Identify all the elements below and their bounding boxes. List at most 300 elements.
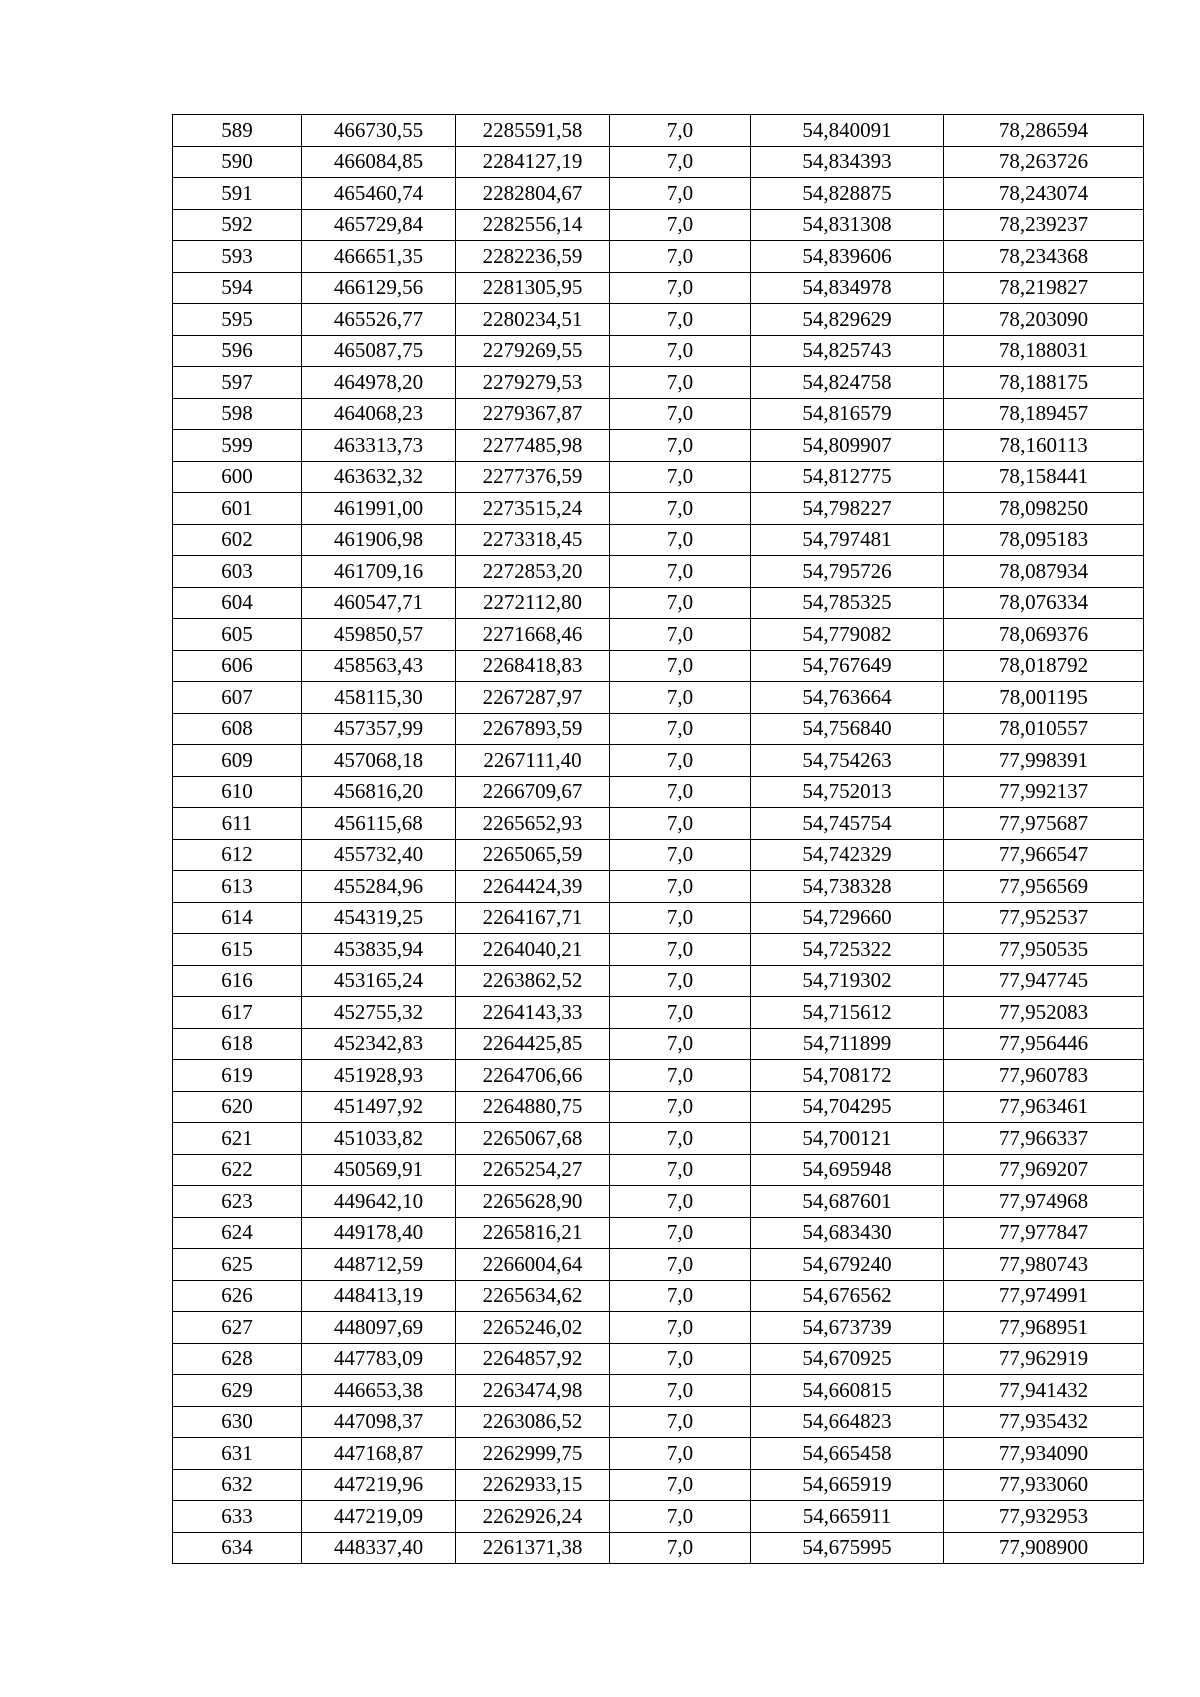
latitude-cell: 54,708172 bbox=[751, 1060, 944, 1092]
longitude-cell: 78,189457 bbox=[944, 398, 1144, 430]
y-coordinate-cell: 2266004,64 bbox=[456, 1249, 610, 1281]
point-number-cell: 608 bbox=[173, 713, 302, 745]
latitude-cell: 54,779082 bbox=[751, 619, 944, 651]
table-row bbox=[173, 430, 1144, 462]
longitude-cell: 77,968951 bbox=[944, 1312, 1144, 1344]
latitude-cell: 54,756840 bbox=[751, 713, 944, 745]
table-row bbox=[173, 1123, 1144, 1155]
longitude-cell: 77,992137 bbox=[944, 776, 1144, 808]
point-number-cell: 618 bbox=[173, 1028, 302, 1060]
point-number-cell: 609 bbox=[173, 745, 302, 777]
longitude-cell: 78,095183 bbox=[944, 524, 1144, 556]
table-row bbox=[173, 965, 1144, 997]
y-coordinate-cell: 2265246,02 bbox=[456, 1312, 610, 1344]
x-coordinate-cell: 448413,19 bbox=[302, 1280, 456, 1312]
longitude-cell: 77,969207 bbox=[944, 1154, 1144, 1186]
latitude-cell: 54,695948 bbox=[751, 1154, 944, 1186]
point-number-cell: 631 bbox=[173, 1438, 302, 1470]
latitude-cell: 54,683430 bbox=[751, 1217, 944, 1249]
value-cell: 7,0 bbox=[610, 745, 751, 777]
value-cell: 7,0 bbox=[610, 367, 751, 399]
longitude-cell: 78,203090 bbox=[944, 304, 1144, 336]
latitude-cell: 54,665911 bbox=[751, 1501, 944, 1533]
x-coordinate-cell: 466129,56 bbox=[302, 272, 456, 304]
longitude-cell: 78,263726 bbox=[944, 146, 1144, 178]
point-number-cell: 606 bbox=[173, 650, 302, 682]
latitude-cell: 54,738328 bbox=[751, 871, 944, 903]
value-cell: 7,0 bbox=[610, 1343, 751, 1375]
table-row bbox=[173, 304, 1144, 336]
point-number-cell: 629 bbox=[173, 1375, 302, 1407]
x-coordinate-cell: 458115,30 bbox=[302, 682, 456, 714]
y-coordinate-cell: 2264424,39 bbox=[456, 871, 610, 903]
x-coordinate-cell: 457068,18 bbox=[302, 745, 456, 777]
y-coordinate-cell: 2265254,27 bbox=[456, 1154, 610, 1186]
x-coordinate-cell: 458563,43 bbox=[302, 650, 456, 682]
latitude-cell: 54,715612 bbox=[751, 997, 944, 1029]
value-cell: 7,0 bbox=[610, 682, 751, 714]
longitude-cell: 78,076334 bbox=[944, 587, 1144, 619]
value-cell: 7,0 bbox=[610, 934, 751, 966]
table-row bbox=[173, 1438, 1144, 1470]
point-number-cell: 633 bbox=[173, 1501, 302, 1533]
y-coordinate-cell: 2282556,14 bbox=[456, 209, 610, 241]
latitude-cell: 54,798227 bbox=[751, 493, 944, 525]
table-row bbox=[173, 524, 1144, 556]
x-coordinate-cell: 461709,16 bbox=[302, 556, 456, 588]
point-number-cell: 617 bbox=[173, 997, 302, 1029]
x-coordinate-cell: 455284,96 bbox=[302, 871, 456, 903]
latitude-cell: 54,839606 bbox=[751, 241, 944, 273]
value-cell: 7,0 bbox=[610, 1406, 751, 1438]
y-coordinate-cell: 2263862,52 bbox=[456, 965, 610, 997]
latitude-cell: 54,767649 bbox=[751, 650, 944, 682]
value-cell: 7,0 bbox=[610, 335, 751, 367]
table-row bbox=[173, 1280, 1144, 1312]
point-number-cell: 613 bbox=[173, 871, 302, 903]
value-cell: 7,0 bbox=[610, 1249, 751, 1281]
longitude-cell: 77,952537 bbox=[944, 902, 1144, 934]
point-number-cell: 628 bbox=[173, 1343, 302, 1375]
x-coordinate-cell: 466084,85 bbox=[302, 146, 456, 178]
value-cell: 7,0 bbox=[610, 1154, 751, 1186]
point-number-cell: 592 bbox=[173, 209, 302, 241]
longitude-cell: 77,956446 bbox=[944, 1028, 1144, 1060]
x-coordinate-cell: 465087,75 bbox=[302, 335, 456, 367]
longitude-cell: 78,188175 bbox=[944, 367, 1144, 399]
latitude-cell: 54,840091 bbox=[751, 115, 944, 147]
y-coordinate-cell: 2280234,51 bbox=[456, 304, 610, 336]
longitude-cell: 77,934090 bbox=[944, 1438, 1144, 1470]
longitude-cell: 77,932953 bbox=[944, 1501, 1144, 1533]
table-row bbox=[173, 713, 1144, 745]
longitude-cell: 78,219827 bbox=[944, 272, 1144, 304]
point-number-cell: 627 bbox=[173, 1312, 302, 1344]
point-number-cell: 611 bbox=[173, 808, 302, 840]
y-coordinate-cell: 2264880,75 bbox=[456, 1091, 610, 1123]
point-number-cell: 634 bbox=[173, 1532, 302, 1564]
latitude-cell: 54,675995 bbox=[751, 1532, 944, 1564]
value-cell: 7,0 bbox=[610, 209, 751, 241]
table-row bbox=[173, 1060, 1144, 1092]
x-coordinate-cell: 452755,32 bbox=[302, 997, 456, 1029]
latitude-cell: 54,679240 bbox=[751, 1249, 944, 1281]
longitude-cell: 77,974991 bbox=[944, 1280, 1144, 1312]
longitude-cell: 77,974968 bbox=[944, 1186, 1144, 1218]
longitude-cell: 78,188031 bbox=[944, 335, 1144, 367]
point-number-cell: 601 bbox=[173, 493, 302, 525]
table-row bbox=[173, 272, 1144, 304]
longitude-cell: 77,963461 bbox=[944, 1091, 1144, 1123]
latitude-cell: 54,687601 bbox=[751, 1186, 944, 1218]
y-coordinate-cell: 2265816,21 bbox=[456, 1217, 610, 1249]
x-coordinate-cell: 461991,00 bbox=[302, 493, 456, 525]
table-row bbox=[173, 398, 1144, 430]
y-coordinate-cell: 2265628,90 bbox=[456, 1186, 610, 1218]
value-cell: 7,0 bbox=[610, 1438, 751, 1470]
point-number-cell: 625 bbox=[173, 1249, 302, 1281]
point-number-cell: 599 bbox=[173, 430, 302, 462]
value-cell: 7,0 bbox=[610, 430, 751, 462]
table-row bbox=[173, 902, 1144, 934]
point-number-cell: 624 bbox=[173, 1217, 302, 1249]
latitude-cell: 54,665458 bbox=[751, 1438, 944, 1470]
point-number-cell: 620 bbox=[173, 1091, 302, 1123]
longitude-cell: 77,950535 bbox=[944, 934, 1144, 966]
x-coordinate-cell: 464978,20 bbox=[302, 367, 456, 399]
latitude-cell: 54,676562 bbox=[751, 1280, 944, 1312]
x-coordinate-cell: 450569,91 bbox=[302, 1154, 456, 1186]
table-row bbox=[173, 1532, 1144, 1564]
value-cell: 7,0 bbox=[610, 115, 751, 147]
value-cell: 7,0 bbox=[610, 146, 751, 178]
y-coordinate-cell: 2265067,68 bbox=[456, 1123, 610, 1155]
table-row bbox=[173, 997, 1144, 1029]
latitude-cell: 54,797481 bbox=[751, 524, 944, 556]
table-row bbox=[173, 808, 1144, 840]
longitude-cell: 77,977847 bbox=[944, 1217, 1144, 1249]
longitude-cell: 78,160113 bbox=[944, 430, 1144, 462]
value-cell: 7,0 bbox=[610, 1469, 751, 1501]
y-coordinate-cell: 2262999,75 bbox=[456, 1438, 610, 1470]
table-row bbox=[173, 1154, 1144, 1186]
latitude-cell: 54,745754 bbox=[751, 808, 944, 840]
coordinates-table bbox=[172, 114, 1144, 1564]
table-row bbox=[173, 587, 1144, 619]
table-row bbox=[173, 493, 1144, 525]
y-coordinate-cell: 2265634,62 bbox=[456, 1280, 610, 1312]
y-coordinate-cell: 2266709,67 bbox=[456, 776, 610, 808]
x-coordinate-cell: 461906,98 bbox=[302, 524, 456, 556]
longitude-cell: 77,998391 bbox=[944, 745, 1144, 777]
table-row bbox=[173, 619, 1144, 651]
x-coordinate-cell: 459850,57 bbox=[302, 619, 456, 651]
x-coordinate-cell: 451033,82 bbox=[302, 1123, 456, 1155]
table-row bbox=[173, 839, 1144, 871]
y-coordinate-cell: 2265065,59 bbox=[456, 839, 610, 871]
table-row bbox=[173, 776, 1144, 808]
latitude-cell: 54,752013 bbox=[751, 776, 944, 808]
table-row bbox=[173, 745, 1144, 777]
point-number-cell: 615 bbox=[173, 934, 302, 966]
point-number-cell: 623 bbox=[173, 1186, 302, 1218]
point-number-cell: 612 bbox=[173, 839, 302, 871]
value-cell: 7,0 bbox=[610, 776, 751, 808]
table-row bbox=[173, 461, 1144, 493]
value-cell: 7,0 bbox=[610, 272, 751, 304]
point-number-cell: 632 bbox=[173, 1469, 302, 1501]
point-number-cell: 622 bbox=[173, 1154, 302, 1186]
value-cell: 7,0 bbox=[610, 1123, 751, 1155]
table-row bbox=[173, 367, 1144, 399]
value-cell: 7,0 bbox=[610, 839, 751, 871]
x-coordinate-cell: 451497,92 bbox=[302, 1091, 456, 1123]
longitude-cell: 77,935432 bbox=[944, 1406, 1144, 1438]
y-coordinate-cell: 2279269,55 bbox=[456, 335, 610, 367]
point-number-cell: 626 bbox=[173, 1280, 302, 1312]
point-number-cell: 604 bbox=[173, 587, 302, 619]
x-coordinate-cell: 465460,74 bbox=[302, 178, 456, 210]
x-coordinate-cell: 448337,40 bbox=[302, 1532, 456, 1564]
point-number-cell: 614 bbox=[173, 902, 302, 934]
table-row bbox=[173, 1249, 1144, 1281]
point-number-cell: 590 bbox=[173, 146, 302, 178]
value-cell: 7,0 bbox=[610, 1060, 751, 1092]
value-cell: 7,0 bbox=[610, 493, 751, 525]
x-coordinate-cell: 454319,25 bbox=[302, 902, 456, 934]
longitude-cell: 78,239237 bbox=[944, 209, 1144, 241]
point-number-cell: 605 bbox=[173, 619, 302, 651]
latitude-cell: 54,834978 bbox=[751, 272, 944, 304]
latitude-cell: 54,711899 bbox=[751, 1028, 944, 1060]
value-cell: 7,0 bbox=[610, 1186, 751, 1218]
latitude-cell: 54,673739 bbox=[751, 1312, 944, 1344]
value-cell: 7,0 bbox=[610, 398, 751, 430]
x-coordinate-cell: 449178,40 bbox=[302, 1217, 456, 1249]
latitude-cell: 54,795726 bbox=[751, 556, 944, 588]
latitude-cell: 54,700121 bbox=[751, 1123, 944, 1155]
point-number-cell: 595 bbox=[173, 304, 302, 336]
table-row bbox=[173, 1343, 1144, 1375]
longitude-cell: 77,908900 bbox=[944, 1532, 1144, 1564]
x-coordinate-cell: 447168,87 bbox=[302, 1438, 456, 1470]
table-row bbox=[173, 241, 1144, 273]
latitude-cell: 54,754263 bbox=[751, 745, 944, 777]
x-coordinate-cell: 448097,69 bbox=[302, 1312, 456, 1344]
y-coordinate-cell: 2262933,15 bbox=[456, 1469, 610, 1501]
y-coordinate-cell: 2279367,87 bbox=[456, 398, 610, 430]
y-coordinate-cell: 2282236,59 bbox=[456, 241, 610, 273]
longitude-cell: 78,098250 bbox=[944, 493, 1144, 525]
latitude-cell: 54,834393 bbox=[751, 146, 944, 178]
y-coordinate-cell: 2273318,45 bbox=[456, 524, 610, 556]
x-coordinate-cell: 455732,40 bbox=[302, 839, 456, 871]
value-cell: 7,0 bbox=[610, 304, 751, 336]
latitude-cell: 54,704295 bbox=[751, 1091, 944, 1123]
value-cell: 7,0 bbox=[610, 1532, 751, 1564]
table-row bbox=[173, 1028, 1144, 1060]
x-coordinate-cell: 457357,99 bbox=[302, 713, 456, 745]
longitude-cell: 77,966337 bbox=[944, 1123, 1144, 1155]
x-coordinate-cell: 456816,20 bbox=[302, 776, 456, 808]
x-coordinate-cell: 464068,23 bbox=[302, 398, 456, 430]
longitude-cell: 78,234368 bbox=[944, 241, 1144, 273]
longitude-cell: 78,087934 bbox=[944, 556, 1144, 588]
x-coordinate-cell: 456115,68 bbox=[302, 808, 456, 840]
latitude-cell: 54,660815 bbox=[751, 1375, 944, 1407]
point-number-cell: 602 bbox=[173, 524, 302, 556]
x-coordinate-cell: 447219,96 bbox=[302, 1469, 456, 1501]
value-cell: 7,0 bbox=[610, 1091, 751, 1123]
x-coordinate-cell: 463632,32 bbox=[302, 461, 456, 493]
y-coordinate-cell: 2271668,46 bbox=[456, 619, 610, 651]
x-coordinate-cell: 465729,84 bbox=[302, 209, 456, 241]
latitude-cell: 54,828875 bbox=[751, 178, 944, 210]
y-coordinate-cell: 2267893,59 bbox=[456, 713, 610, 745]
x-coordinate-cell: 447783,09 bbox=[302, 1343, 456, 1375]
point-number-cell: 589 bbox=[173, 115, 302, 147]
value-cell: 7,0 bbox=[610, 1501, 751, 1533]
y-coordinate-cell: 2272112,80 bbox=[456, 587, 610, 619]
value-cell: 7,0 bbox=[610, 1280, 751, 1312]
point-number-cell: 596 bbox=[173, 335, 302, 367]
table-row bbox=[173, 934, 1144, 966]
latitude-cell: 54,665919 bbox=[751, 1469, 944, 1501]
longitude-cell: 78,069376 bbox=[944, 619, 1144, 651]
longitude-cell: 77,947745 bbox=[944, 965, 1144, 997]
table-row bbox=[173, 1217, 1144, 1249]
coordinates-table-body bbox=[173, 115, 1144, 1564]
y-coordinate-cell: 2272853,20 bbox=[456, 556, 610, 588]
latitude-cell: 54,812775 bbox=[751, 461, 944, 493]
x-coordinate-cell: 465526,77 bbox=[302, 304, 456, 336]
longitude-cell: 77,956569 bbox=[944, 871, 1144, 903]
y-coordinate-cell: 2267287,97 bbox=[456, 682, 610, 714]
y-coordinate-cell: 2282804,67 bbox=[456, 178, 610, 210]
value-cell: 7,0 bbox=[610, 241, 751, 273]
y-coordinate-cell: 2263086,52 bbox=[456, 1406, 610, 1438]
latitude-cell: 54,729660 bbox=[751, 902, 944, 934]
value-cell: 7,0 bbox=[610, 524, 751, 556]
x-coordinate-cell: 446653,38 bbox=[302, 1375, 456, 1407]
table-row bbox=[173, 871, 1144, 903]
x-coordinate-cell: 460547,71 bbox=[302, 587, 456, 619]
value-cell: 7,0 bbox=[610, 997, 751, 1029]
point-number-cell: 619 bbox=[173, 1060, 302, 1092]
value-cell: 7,0 bbox=[610, 1375, 751, 1407]
table-row bbox=[173, 1501, 1144, 1533]
latitude-cell: 54,719302 bbox=[751, 965, 944, 997]
y-coordinate-cell: 2264857,92 bbox=[456, 1343, 610, 1375]
value-cell: 7,0 bbox=[610, 808, 751, 840]
y-coordinate-cell: 2264167,71 bbox=[456, 902, 610, 934]
x-coordinate-cell: 447219,09 bbox=[302, 1501, 456, 1533]
value-cell: 7,0 bbox=[610, 587, 751, 619]
point-number-cell: 593 bbox=[173, 241, 302, 273]
value-cell: 7,0 bbox=[610, 619, 751, 651]
value-cell: 7,0 bbox=[610, 650, 751, 682]
value-cell: 7,0 bbox=[610, 713, 751, 745]
longitude-cell: 77,960783 bbox=[944, 1060, 1144, 1092]
x-coordinate-cell: 451928,93 bbox=[302, 1060, 456, 1092]
longitude-cell: 78,243074 bbox=[944, 178, 1144, 210]
longitude-cell: 77,941432 bbox=[944, 1375, 1144, 1407]
value-cell: 7,0 bbox=[610, 1028, 751, 1060]
y-coordinate-cell: 2264425,85 bbox=[456, 1028, 610, 1060]
longitude-cell: 77,980743 bbox=[944, 1249, 1144, 1281]
x-coordinate-cell: 448712,59 bbox=[302, 1249, 456, 1281]
table-row bbox=[173, 335, 1144, 367]
value-cell: 7,0 bbox=[610, 871, 751, 903]
value-cell: 7,0 bbox=[610, 556, 751, 588]
latitude-cell: 54,829629 bbox=[751, 304, 944, 336]
table-row bbox=[173, 556, 1144, 588]
table-row bbox=[173, 682, 1144, 714]
x-coordinate-cell: 452342,83 bbox=[302, 1028, 456, 1060]
value-cell: 7,0 bbox=[610, 1312, 751, 1344]
y-coordinate-cell: 2273515,24 bbox=[456, 493, 610, 525]
point-number-cell: 594 bbox=[173, 272, 302, 304]
latitude-cell: 54,809907 bbox=[751, 430, 944, 462]
latitude-cell: 54,670925 bbox=[751, 1343, 944, 1375]
latitude-cell: 54,763664 bbox=[751, 682, 944, 714]
longitude-cell: 77,952083 bbox=[944, 997, 1144, 1029]
y-coordinate-cell: 2277485,98 bbox=[456, 430, 610, 462]
longitude-cell: 77,975687 bbox=[944, 808, 1144, 840]
point-number-cell: 630 bbox=[173, 1406, 302, 1438]
value-cell: 7,0 bbox=[610, 1217, 751, 1249]
value-cell: 7,0 bbox=[610, 902, 751, 934]
longitude-cell: 78,001195 bbox=[944, 682, 1144, 714]
table-row bbox=[173, 1091, 1144, 1123]
y-coordinate-cell: 2264040,21 bbox=[456, 934, 610, 966]
y-coordinate-cell: 2284127,19 bbox=[456, 146, 610, 178]
longitude-cell: 77,966547 bbox=[944, 839, 1144, 871]
x-coordinate-cell: 449642,10 bbox=[302, 1186, 456, 1218]
longitude-cell: 78,158441 bbox=[944, 461, 1144, 493]
table-row bbox=[173, 650, 1144, 682]
latitude-cell: 54,785325 bbox=[751, 587, 944, 619]
longitude-cell: 78,010557 bbox=[944, 713, 1144, 745]
y-coordinate-cell: 2263474,98 bbox=[456, 1375, 610, 1407]
table-row bbox=[173, 1186, 1144, 1218]
latitude-cell: 54,725322 bbox=[751, 934, 944, 966]
table-row bbox=[173, 178, 1144, 210]
value-cell: 7,0 bbox=[610, 178, 751, 210]
table-row bbox=[173, 115, 1144, 147]
x-coordinate-cell: 453835,94 bbox=[302, 934, 456, 966]
y-coordinate-cell: 2281305,95 bbox=[456, 272, 610, 304]
y-coordinate-cell: 2262926,24 bbox=[456, 1501, 610, 1533]
latitude-cell: 54,824758 bbox=[751, 367, 944, 399]
x-coordinate-cell: 466651,35 bbox=[302, 241, 456, 273]
table-row bbox=[173, 1375, 1144, 1407]
point-number-cell: 600 bbox=[173, 461, 302, 493]
table-row bbox=[173, 209, 1144, 241]
y-coordinate-cell: 2279279,53 bbox=[456, 367, 610, 399]
y-coordinate-cell: 2261371,38 bbox=[456, 1532, 610, 1564]
point-number-cell: 621 bbox=[173, 1123, 302, 1155]
point-number-cell: 591 bbox=[173, 178, 302, 210]
latitude-cell: 54,664823 bbox=[751, 1406, 944, 1438]
table-row bbox=[173, 1469, 1144, 1501]
point-number-cell: 610 bbox=[173, 776, 302, 808]
point-number-cell: 598 bbox=[173, 398, 302, 430]
y-coordinate-cell: 2267111,40 bbox=[456, 745, 610, 777]
x-coordinate-cell: 453165,24 bbox=[302, 965, 456, 997]
point-number-cell: 597 bbox=[173, 367, 302, 399]
y-coordinate-cell: 2268418,83 bbox=[456, 650, 610, 682]
